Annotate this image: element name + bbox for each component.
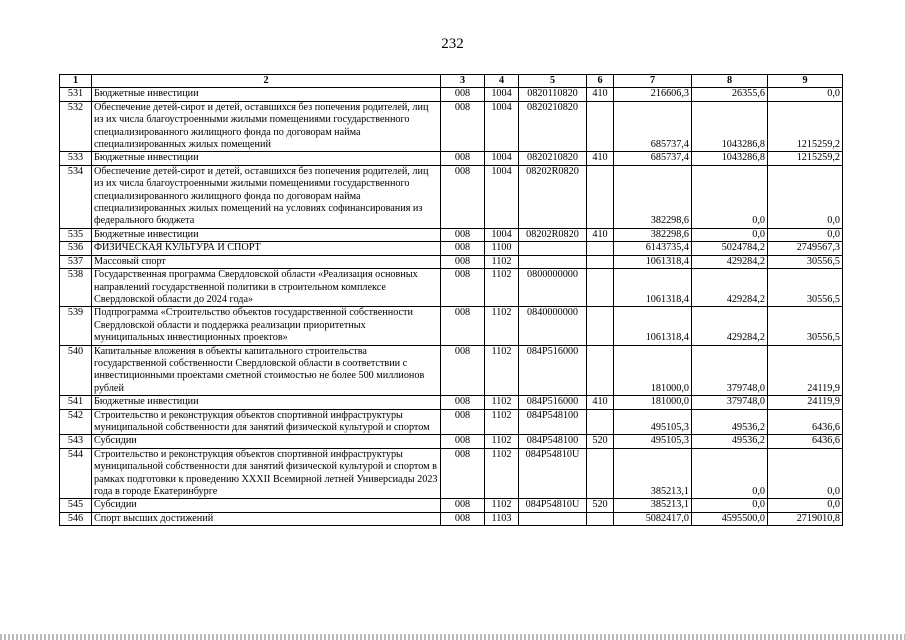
amount-year-2: 1043286,8 <box>692 152 768 165</box>
section-code: 1102 <box>485 396 519 409</box>
header-cell: 9 <box>768 75 843 88</box>
row-name: Бюджетные инвестиции <box>92 152 441 165</box>
target-article-code: 0820110820 <box>519 88 587 101</box>
amount-year-3: 30556,5 <box>768 255 843 268</box>
table-row <box>60 435 843 448</box>
ministry-code: 008 <box>441 255 485 268</box>
amount-year-1: 385213,1 <box>614 499 692 512</box>
table-row <box>60 152 843 165</box>
row-number: 533 <box>60 152 92 165</box>
amount-year-2: 49536,2 <box>692 409 768 435</box>
section-code: 1100 <box>485 242 519 255</box>
page-number: 232 <box>441 36 464 52</box>
row-name: Подпрограмма «Строительство объектов государственной собственности Свердловской области и поддержка реализации приоритетных муниципальных инвестиционных проектов» <box>92 307 441 345</box>
section-code: 1004 <box>485 152 519 165</box>
expense-type-code: 410 <box>587 152 614 165</box>
target-article-code: 084P54810U <box>519 499 587 512</box>
table-row <box>60 242 843 255</box>
expense-type-code <box>587 269 614 307</box>
section-code: 1102 <box>485 435 519 448</box>
amount-year-2: 0,0 <box>692 228 768 241</box>
amount-year-1: 1061318,4 <box>614 255 692 268</box>
expense-type-code: 410 <box>587 396 614 409</box>
table-row <box>60 101 843 152</box>
ministry-code: 008 <box>441 409 485 435</box>
expense-type-code <box>587 345 614 396</box>
header-cell: 7 <box>614 75 692 88</box>
target-article-code: 0820210820 <box>519 101 587 152</box>
table-row <box>60 228 843 241</box>
row-number: 545 <box>60 499 92 512</box>
amount-year-1: 1061318,4 <box>614 307 692 345</box>
table-row <box>60 88 843 101</box>
table-row <box>60 255 843 268</box>
amount-year-3: 0,0 <box>768 228 843 241</box>
amount-year-1: 495105,3 <box>614 435 692 448</box>
header-cell: 4 <box>485 75 519 88</box>
expense-type-code: 410 <box>587 88 614 101</box>
expense-type-code <box>587 512 614 525</box>
header-cell: 2 <box>92 75 441 88</box>
amount-year-2: 5024784,2 <box>692 242 768 255</box>
ministry-code: 008 <box>441 152 485 165</box>
amount-year-2: 429284,2 <box>692 307 768 345</box>
table-row <box>60 307 843 345</box>
amount-year-2: 1043286,8 <box>692 101 768 152</box>
expense-type-code <box>587 307 614 345</box>
target-article-code: 084P516000 <box>519 345 587 396</box>
section-code: 1102 <box>485 499 519 512</box>
scan-bottom-edge <box>0 634 905 640</box>
ministry-code: 008 <box>441 345 485 396</box>
section-code: 1004 <box>485 228 519 241</box>
amount-year-1: 685737,4 <box>614 152 692 165</box>
row-name: ФИЗИЧЕСКАЯ КУЛЬТУРА И СПОРТ <box>92 242 441 255</box>
target-article-code: 0800000000 <box>519 269 587 307</box>
amount-year-1: 385213,1 <box>614 448 692 499</box>
amount-year-3: 2719010,8 <box>768 512 843 525</box>
amount-year-3: 30556,5 <box>768 269 843 307</box>
amount-year-1: 181000,0 <box>614 345 692 396</box>
amount-year-2: 0,0 <box>692 499 768 512</box>
target-article-code: 084P548100 <box>519 409 587 435</box>
budget-table <box>59 74 843 526</box>
target-article-code: 08202R0820 <box>519 228 587 241</box>
header-cell: 6 <box>587 75 614 88</box>
amount-year-2: 49536,2 <box>692 435 768 448</box>
target-article-code <box>519 255 587 268</box>
row-name: Обеспечение детей-сирот и детей, оставшихся без попечения родителей, лиц из их числа благоустроенными жилыми помещениями государственного специализированного жилищного фонда по договорам найма специализированных жилых помещений на условиях софинансирования из федерального бюджета <box>92 165 441 228</box>
ministry-code: 008 <box>441 101 485 152</box>
amount-year-3: 0,0 <box>768 448 843 499</box>
row-name: Государственная программа Свердловской области «Реализация основных направлений государственной политики в строительном комплексе Свердловской области до 2024 года» <box>92 269 441 307</box>
table-row <box>60 409 843 435</box>
row-number: 534 <box>60 165 92 228</box>
amount-year-3: 6436,6 <box>768 409 843 435</box>
row-name: Бюджетные инвестиции <box>92 396 441 409</box>
expense-type-code <box>587 101 614 152</box>
ministry-code: 008 <box>441 435 485 448</box>
amount-year-3: 24119,9 <box>768 345 843 396</box>
amount-year-1: 495105,3 <box>614 409 692 435</box>
amount-year-1: 5082417,0 <box>614 512 692 525</box>
row-number: 541 <box>60 396 92 409</box>
row-number: 531 <box>60 88 92 101</box>
row-number: 535 <box>60 228 92 241</box>
ministry-code: 008 <box>441 88 485 101</box>
table-row <box>60 396 843 409</box>
expense-type-code: 520 <box>587 499 614 512</box>
amount-year-3: 30556,5 <box>768 307 843 345</box>
table-row <box>60 499 843 512</box>
section-code: 1004 <box>485 88 519 101</box>
row-number: 544 <box>60 448 92 499</box>
amount-year-1: 216606,3 <box>614 88 692 101</box>
row-name: Бюджетные инвестиции <box>92 228 441 241</box>
row-number: 538 <box>60 269 92 307</box>
amount-year-1: 181000,0 <box>614 396 692 409</box>
amount-year-2: 379748,0 <box>692 345 768 396</box>
ministry-code: 008 <box>441 269 485 307</box>
section-code: 1102 <box>485 409 519 435</box>
row-number: 546 <box>60 512 92 525</box>
header-cell: 3 <box>441 75 485 88</box>
row-number: 539 <box>60 307 92 345</box>
row-name: Бюджетные инвестиции <box>92 88 441 101</box>
section-code: 1102 <box>485 345 519 396</box>
row-name: Обеспечение детей-сирот и детей, оставшихся без попечения родителей, лиц из их числа благоустроенными жилыми помещениями государственного специализированного жилищного фонда по договорам найма специализированных жилых помещений <box>92 101 441 152</box>
section-code: 1102 <box>485 448 519 499</box>
ministry-code: 008 <box>441 307 485 345</box>
amount-year-2: 26355,6 <box>692 88 768 101</box>
amount-year-2: 379748,0 <box>692 396 768 409</box>
amount-year-2: 429284,2 <box>692 269 768 307</box>
ministry-code: 008 <box>441 165 485 228</box>
target-article-code: 0840000000 <box>519 307 587 345</box>
expense-type-code <box>587 165 614 228</box>
amount-year-1: 382298,6 <box>614 228 692 241</box>
ministry-code: 008 <box>441 242 485 255</box>
amount-year-3: 1215259,2 <box>768 152 843 165</box>
amount-year-3: 1215259,2 <box>768 101 843 152</box>
ministry-code: 008 <box>441 512 485 525</box>
ministry-code: 008 <box>441 396 485 409</box>
row-number: 543 <box>60 435 92 448</box>
amount-year-3: 2749567,3 <box>768 242 843 255</box>
section-code: 1004 <box>485 165 519 228</box>
section-code: 1004 <box>485 101 519 152</box>
expense-type-code <box>587 448 614 499</box>
row-number: 532 <box>60 101 92 152</box>
row-number: 536 <box>60 242 92 255</box>
section-code: 1102 <box>485 269 519 307</box>
amount-year-1: 382298,6 <box>614 165 692 228</box>
expense-type-code <box>587 255 614 268</box>
amount-year-3: 6436,6 <box>768 435 843 448</box>
target-article-code <box>519 242 587 255</box>
expense-type-code: 520 <box>587 435 614 448</box>
target-article-code: 084P54810U <box>519 448 587 499</box>
header-cell: 5 <box>519 75 587 88</box>
section-code: 1102 <box>485 307 519 345</box>
amount-year-3: 24119,9 <box>768 396 843 409</box>
row-number: 540 <box>60 345 92 396</box>
amount-year-1: 685737,4 <box>614 101 692 152</box>
row-number: 542 <box>60 409 92 435</box>
header-cell: 1 <box>60 75 92 88</box>
amount-year-3: 0,0 <box>768 88 843 101</box>
amount-year-2: 4595500,0 <box>692 512 768 525</box>
header-cell: 8 <box>692 75 768 88</box>
target-article-code: 08202R0820 <box>519 165 587 228</box>
table-row <box>60 448 843 499</box>
row-name: Капитальные вложения в объекты капитального строительства государственной собственности Свердловской области в соответствии с инвестиционными проектами сметной стоимостью не более 500 миллионов рублей <box>92 345 441 396</box>
amount-year-3: 0,0 <box>768 165 843 228</box>
row-number: 537 <box>60 255 92 268</box>
amount-year-2: 0,0 <box>692 165 768 228</box>
ministry-code: 008 <box>441 499 485 512</box>
table-row <box>60 345 843 396</box>
header-row <box>60 75 843 88</box>
amount-year-1: 6143735,4 <box>614 242 692 255</box>
ministry-code: 008 <box>441 448 485 499</box>
table-row <box>60 512 843 525</box>
expense-type-code <box>587 242 614 255</box>
expense-type-code: 410 <box>587 228 614 241</box>
ministry-code: 008 <box>441 228 485 241</box>
expense-type-code <box>587 409 614 435</box>
amount-year-2: 429284,2 <box>692 255 768 268</box>
target-article-code <box>519 512 587 525</box>
row-name: Массовый спорт <box>92 255 441 268</box>
section-code: 1102 <box>485 255 519 268</box>
row-name: Спорт высших достижений <box>92 512 441 525</box>
target-article-code: 084P516000 <box>519 396 587 409</box>
row-name: Субсидии <box>92 435 441 448</box>
table-row <box>60 269 843 307</box>
row-name: Строительство и реконструкция объектов спортивной инфраструктуры муниципальной собственности для занятий физической культурой и спортом в рамках подготовки к проведению XXXII Всемирной летней Универсиады 2023 года в городе Екатеринбурге <box>92 448 441 499</box>
target-article-code: 0820210820 <box>519 152 587 165</box>
row-name: Субсидии <box>92 499 441 512</box>
section-code: 1103 <box>485 512 519 525</box>
table-row <box>60 165 843 228</box>
target-article-code: 084P548100 <box>519 435 587 448</box>
amount-year-2: 0,0 <box>692 448 768 499</box>
amount-year-3: 0,0 <box>768 499 843 512</box>
row-name: Строительство и реконструкция объектов спортивной инфраструктуры муниципальной собственности для занятий физической культурой и спортом <box>92 409 441 435</box>
amount-year-1: 1061318,4 <box>614 269 692 307</box>
